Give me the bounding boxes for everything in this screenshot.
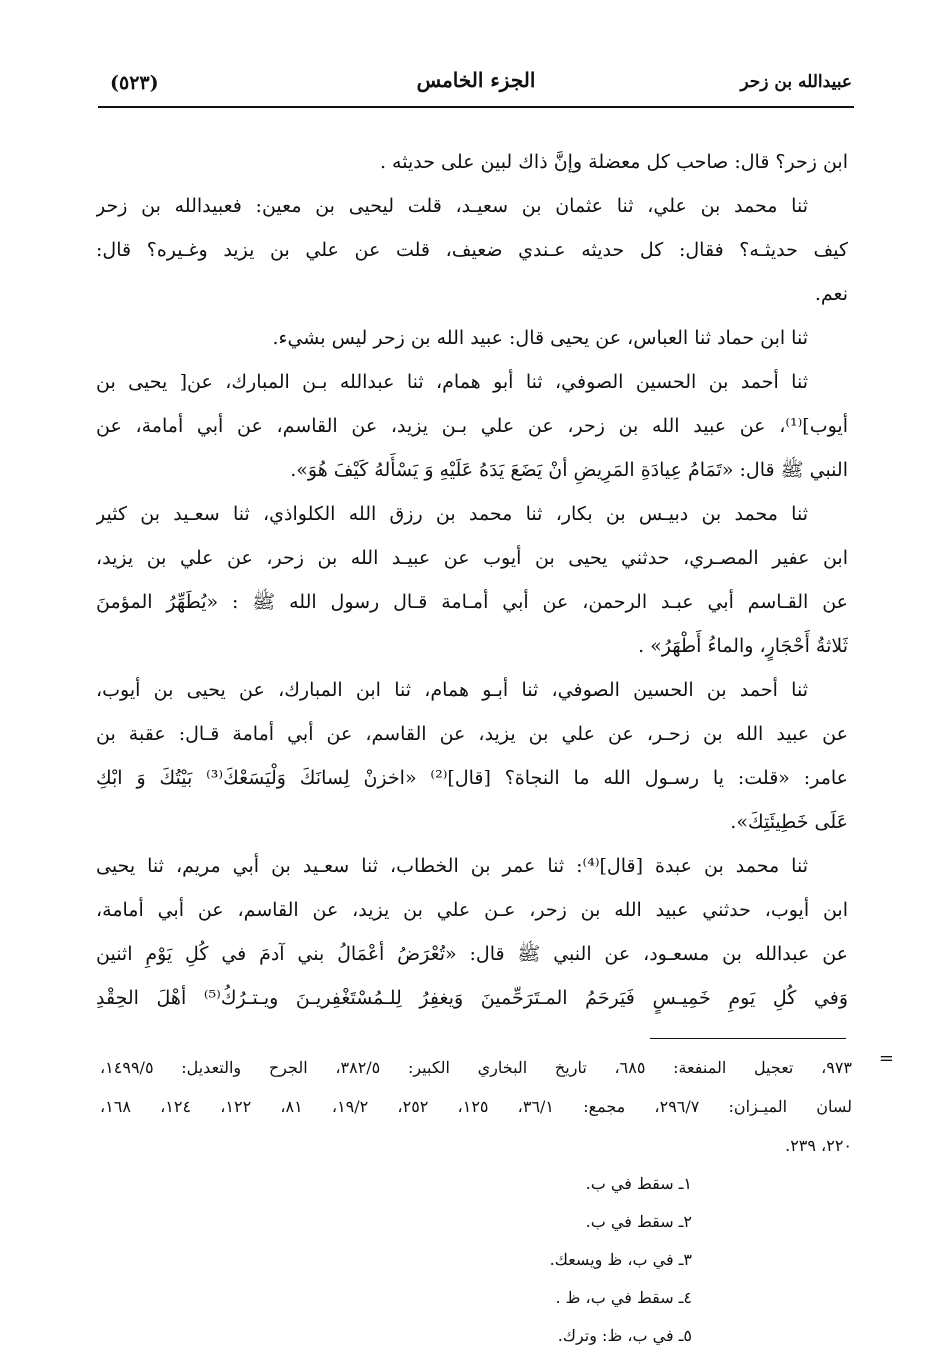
footnote-item: ٥ـ في ب، ظ: وترك. — [557, 1326, 692, 1345]
text-line: عَلَى خَطِيئَتِكَ». — [730, 811, 848, 833]
footnote-separator — [650, 1038, 846, 1039]
text-line: عامر: «قلت: يا رسـول الله ما النجاة؟ [قال]⁽²⁾ «اخزنْ لِسانَكَ وَلْيَسَعْكَ⁽³⁾ بَيْتُكَ وَ ابْكِ — [96, 767, 848, 789]
text-line: ثنا ابن حماد ثنا العباس، عن يحيى قال: عبيد الله بن زحر ليس بشيء. — [272, 327, 808, 349]
text-line: النبي ﷺ قال: «تَمَامُ عِيادَةِ المَرِيضِ أنْ يَضَعَ يَدَهُ عَلَيْهِ وَ يَسْأَلهُ كَيْفَ هُوَ». — [290, 459, 848, 481]
text-line: وَفي كُلِ يَومِ خَمِيـسٍ فَيَرحَمُ المـتَرَحِّمينَ وَيغفِرُ لِلـمُسْتَغْفِريـنَ ويـتـرُكُ⁽⁵⁾ أهْلَ الحِقْدِ — [96, 987, 848, 1009]
source-note — [100, 1048, 894, 1165]
text-line: ابن أيوب، حدثني عبيد الله بن زحر، عـن علي بن يزيد، عن القاسم، عن أبي أمامة، — [96, 899, 848, 921]
footnotes — [100, 1048, 894, 1355]
volume-title: الجزء الخامس — [416, 68, 536, 92]
text-line: نعم. — [814, 283, 848, 305]
page-number: (٥٢٣) — [110, 72, 159, 94]
text-line: ثنا محمد بن دبيـس بن بكار، ثنا محمد بن رزق الله الكلواذي، ثنا سعـيد بن كثير — [96, 503, 808, 525]
header-rule — [98, 106, 854, 108]
text-line: ثنا محمد بن عبدة [قال]⁽⁴⁾: ثنا عمر بن الخطاب، ثنا سعـيد بن أبي مريم، ثنا يحيى — [96, 855, 808, 877]
footnote-list — [100, 1165, 852, 1355]
text-line: ثنا أحمد بن الحسين الصوفي، ثنا أبـو همام، ثنا ابن المبارك، عن يحيى بن أيوب، — [96, 679, 808, 701]
text-line: ثَلاثةُ أَحْجَارٍ، والماءُ أَطْهَرُ» . — [638, 635, 848, 657]
source-note-line: ٢٢٠، ٢٣٩. — [785, 1136, 852, 1155]
text-line: كيف حديثـه؟ فقال: كل حديثه عـندي ضعيف، قلت عن علي بن يزيد وغـيره؟ قال: — [96, 239, 848, 261]
page-header — [100, 66, 852, 106]
source-note-line: لسان الميـزان: ٢٩٦/٧، مجمع: ٣٦/١، ١٢٥، ٢٥٢، ١٩/٢، ٨١، ١٢٢، ١٢٤، ١٦٨، — [100, 1097, 852, 1116]
text-line: ابن زحر؟ قال: صاحب كل معضلة وإنَّ ذاك لبين على حديثه . — [379, 151, 848, 173]
text-line: ثنا أحمد بن الحسين الصوفي، ثنا أبو همام، ثنا عبدالله بـن المبارك، عن[ يحيى بن — [96, 371, 808, 393]
running-author: عبيدالله بن زحر — [740, 72, 852, 92]
source-note-line: ٩٧٣، تعجيل المنفعة: ٦٨٥، تاريخ البخاري الكبير: ٣٨٢/٥، الجرح والتعديل: ١٤٩٩/٥، — [100, 1058, 852, 1077]
footnote-item: ١ـ سقط في ب. — [585, 1174, 692, 1193]
footnote-continuation-mark: = — [878, 1048, 894, 1069]
text-line: عن عبدالله بن مسعـود، عن النبي ﷺ قال: «تُعْرَضُ أعْمَالُ بني آدمَ في كُلِ يَوْمِ اثنين — [96, 943, 848, 965]
footnote-item: ٤ـ سقط في ب، ظ . — [555, 1288, 692, 1307]
text-line: عن القـاسم أبي عبـد الرحمن، عن أبي أمـامة قـال رسول الله ﷺ : «يُطَهِّرُ المؤمنَ — [96, 591, 848, 613]
text-line: عن عبيد الله بن زحـر، عن علي بن يزيد، عن القاسم، عن أبي أمامة قـال: عقبة بن — [96, 723, 848, 745]
footnote-item: ٣ـ في ب، ظ ويسعك. — [549, 1250, 692, 1269]
body-text — [96, 140, 848, 1020]
footnote-item: ٢ـ سقط في ب. — [585, 1212, 692, 1231]
text-line: ابن عفير المصـري، حدثني يحيى بن أيوب عن عبيـد الله بن زحر، عن علي بن يزيد، — [96, 547, 848, 569]
text-line: أيوب]⁽¹⁾، عن عبيد الله بن زحر، عن علي بـن يزيد، عن القاسم، عن أبي أمامة، عن — [96, 415, 848, 437]
text-line: ثنا محمد بن علي، ثنا عثمان بن سعيـد، قلت ليحيى بن معين: فعبيدالله بن زحر — [96, 195, 808, 217]
